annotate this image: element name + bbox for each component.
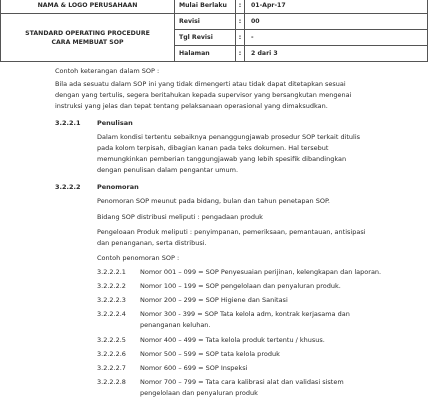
penulisan-line-2: pada kolom terpisah, dibagian kanan pada teks dokumen. Hal tersebut — [97, 144, 329, 152]
item-number-8: 3.2.2.2.8 — [97, 378, 126, 386]
penomoran-paragraph-3-line-2: dan penanganan, serta distribusi. — [97, 239, 207, 247]
penomoran-paragraph-1: Penomoran SOP meunut pada bidang, bulan dan tahun penetapan SOP. — [97, 197, 330, 205]
revision-sep: : — [236, 14, 245, 30]
intro-heading: Contoh keterangan dalam SOP : — [55, 67, 160, 75]
item-text-2: Nomor 100 – 199 = SOP pengelolaan dan penyaluran produk. — [140, 282, 341, 290]
item-text-3: Nomor 200 – 299 = SOP Higiene dan Sanitasi — [140, 296, 288, 304]
document-title-line1: STANDARD OPERATING PROCEDURE — [25, 29, 150, 37]
revision-date-sep: : — [236, 30, 245, 46]
penomoran-paragraph-3-line-1: Pengeloaan Produk meliputi : penyimpanan, pemeriksaan, pemantauan, antisipasi — [97, 228, 366, 236]
item-text-5: Nomor 400 – 499 = Tata kelola produk tertentu / khusus. — [140, 336, 325, 344]
revision-value: 00 — [245, 14, 428, 30]
item-text-4-line-1: Nomor 300 - 399 = SOP Tata kelola adm, kontrak kerjasama dan — [140, 310, 350, 318]
penomoran-example-heading: Contoh penomoran SOP : — [97, 254, 180, 262]
item-number-7: 3.2.2.2.7 — [97, 364, 126, 372]
item-text-7: Nomor 600 – 699 = SOP Inspeksi — [140, 364, 248, 372]
item-text-8-line-1: Nomor 700 – 799 = Tata cara kalibrasi alat dan validasi sistem — [140, 378, 344, 386]
intro-line-1: Bila ada sesuatu dalam SOP ini yang tidak dimengerti atau tidak dapat ditetapkan sesuai — [55, 80, 346, 88]
penulisan-line-4: dengan penulisan dalam pengantar umum. — [97, 166, 239, 174]
section-title-penulisan: Penulisan — [97, 119, 133, 127]
section-number-3-2-2-1: 3.2.2.1 — [55, 119, 81, 127]
section-number-3-2-2-2: 3.2.2.2 — [55, 183, 81, 191]
document-title-cell — [1, 14, 175, 62]
penulisan-line-1: Dalam kondisi tertentu sebaiknya penanggungjawab prosedur SOP terkait ditulis — [97, 133, 361, 141]
item-number-3: 3.2.2.2.3 — [97, 296, 126, 304]
revision-label: Revisi — [175, 14, 236, 30]
penulisan-line-3: memungkinkan pemberian tanggungjawab yang lebih spesifik dibandingkan — [97, 155, 347, 163]
item-number-4: 3.2.2.2.4 — [97, 310, 126, 318]
page-sep: : — [236, 46, 245, 62]
page-value: 2 dari 3 — [245, 46, 428, 62]
revision-date-value: - — [245, 30, 428, 46]
revision-date-label: Tgl Revisi — [175, 30, 236, 46]
effective-date-label: Mulai Berlaku — [175, 0, 236, 14]
document-header-table — [0, 0, 428, 62]
item-text-6: Nomor 500 – 599 = SOP tata kelola produk — [140, 350, 280, 358]
document-title-line2: CARA MEMBUAT SOP — [51, 38, 124, 46]
item-number-1: 3.2.2.2.1 — [97, 268, 126, 276]
effective-date-sep: : — [236, 0, 245, 14]
company-logo-cell: NAMA & LOGO PERUSAHAAN — [1, 0, 175, 14]
item-number-6: 3.2.2.2.6 — [97, 350, 126, 358]
penomoran-paragraph-2: Bidang SOP distribusi meliputi : pengadaan produk — [97, 213, 263, 221]
page-label: Halaman — [175, 46, 236, 62]
item-number-2: 3.2.2.2.2 — [97, 282, 126, 290]
item-text-8-line-2: pengelolaan dan penyaluran produk — [140, 389, 258, 397]
intro-line-2: dengan yang tertulis, segera beritahukan kepada supervisor yang bersangkutan mengenai — [55, 91, 352, 99]
item-text-4-line-2: penanganan keluhan. — [140, 321, 211, 329]
intro-line-3: instruksi yang jelas dan tepat tentang pelaksanaan operasional yang dimaksudkan. — [55, 102, 328, 110]
effective-date-value: 01-Apr-17 — [245, 0, 428, 14]
item-number-5: 3.2.2.2.5 — [97, 336, 126, 344]
section-title-penomoran: Penomoran — [97, 183, 139, 191]
item-text-1: Nomor 001 – 099 = SOP Penyesuaian perijinan, kelengkapan dan laporan. — [140, 268, 382, 276]
